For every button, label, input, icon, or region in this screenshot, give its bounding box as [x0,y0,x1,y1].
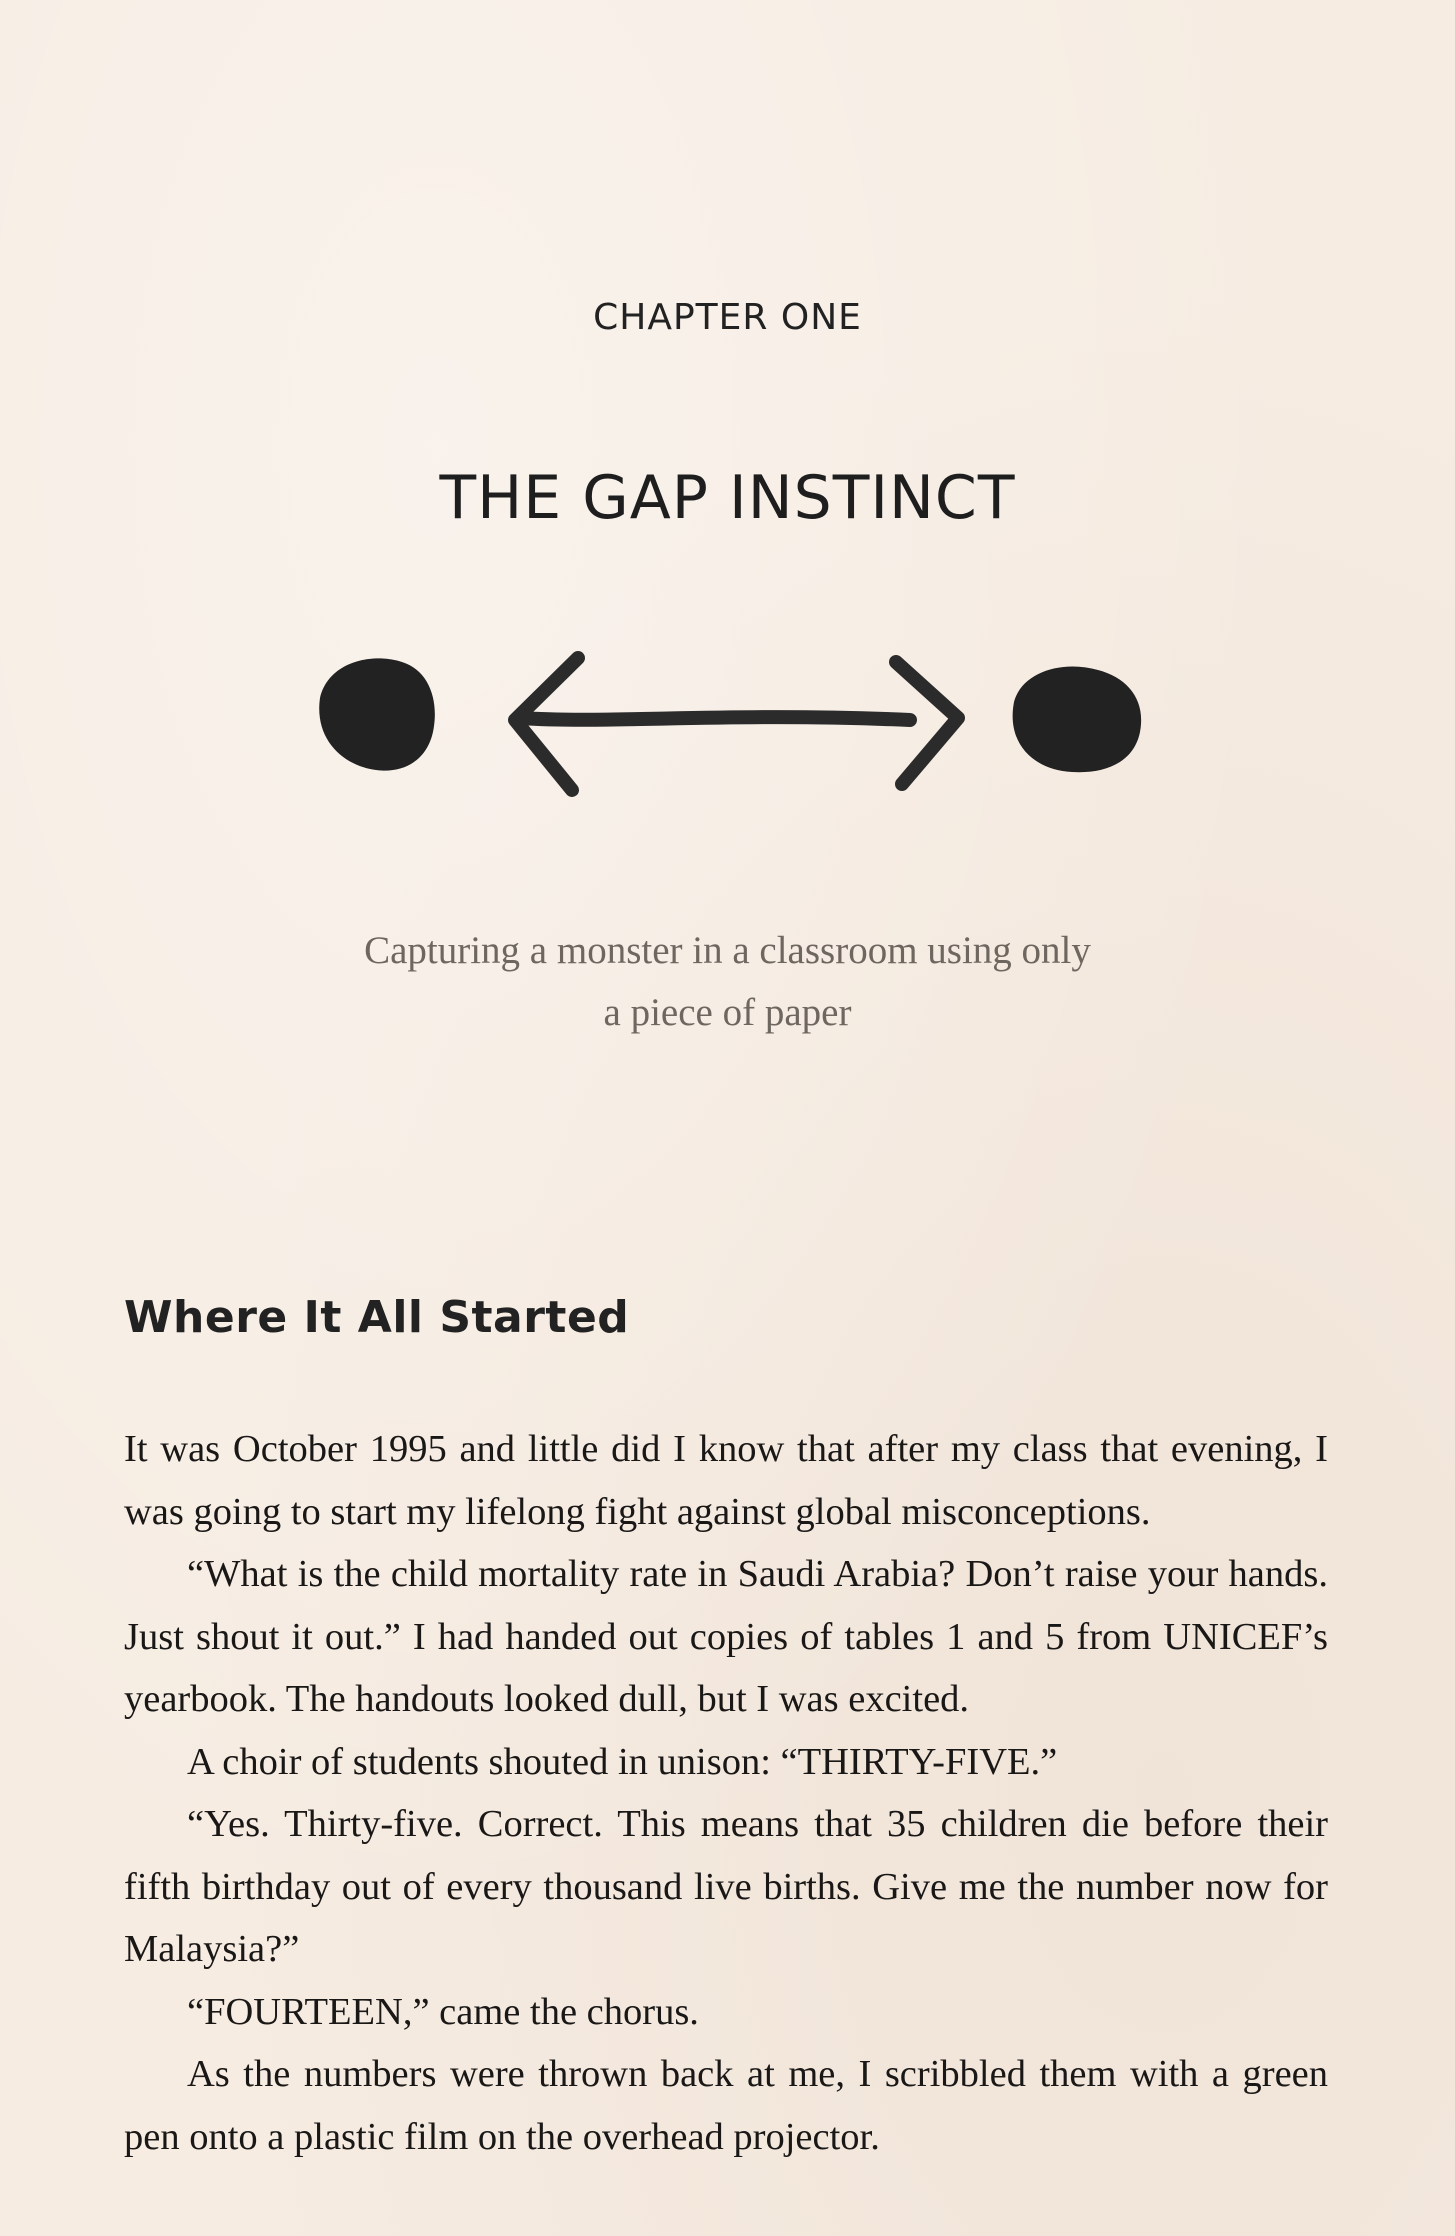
subtitle-line-1: Capturing a monster in a classroom using only [364,929,1091,972]
arrow-shaft [520,717,910,720]
paragraph: It was October 1995 and little did I know that after my class that evening, I was going to start my lifelong fight against global misconceptions. [124,1428,1328,1533]
subtitle-line-2: a piece of paper [603,991,852,1034]
chapter-title: THE GAP INSTINCT [439,463,1016,533]
paragraph: “Yes. Thirty-five. Correct. This means that 35 children die before their fifth birthday out of every thousand live births. Give me the number now for Malaysia?” [124,1803,1328,1970]
gap-arrow-icon [310,640,1150,800]
section-heading: Where It All Started [124,1292,630,1343]
paragraph: “What is the child mortality rate in Saudi Arabia? Don’t raise your hands. Just shout it out.” I had handed out copies of tables 1 and 5 from UNICEF’s yearbook. The handouts looked dull, but I was excited. [124,1553,1328,1720]
body-text [124,1418,1328,2168]
left-dot [319,658,435,770]
right-dot [1013,667,1142,773]
paragraph: As the numbers were thrown back at me, I scribbled them with a green pen onto a plastic film on the overhead projector. [124,2053,1328,2158]
paragraph: “FOURTEEN,” came the chorus. [187,1990,699,2033]
chapter-label: CHAPTER ONE [593,297,862,338]
paragraph: A choir of students shouted in unison: “THIRTY-FIVE.” [187,1740,1058,1783]
chapter-subtitle [200,920,1255,1044]
